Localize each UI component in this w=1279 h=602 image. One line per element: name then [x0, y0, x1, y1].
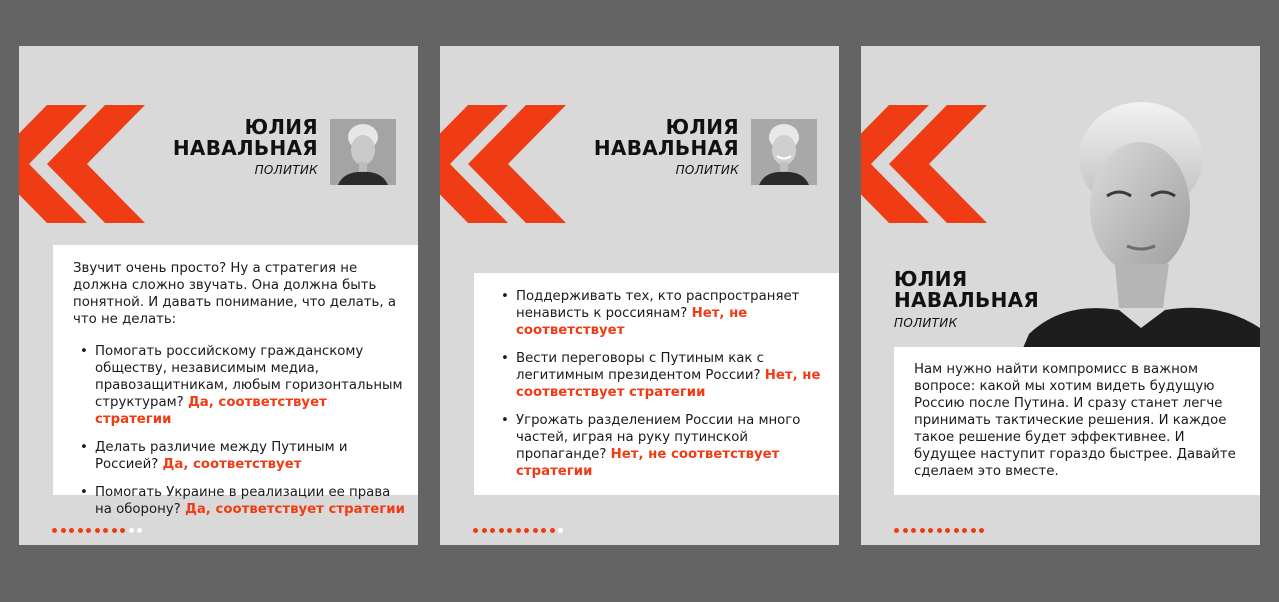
verdict-label: Да, соответствует стратегии — [95, 395, 327, 427]
list-item: • Вести переговоры с Путиным как с легитимным президентом России? Нет, не соответствует стратегии — [494, 350, 827, 401]
pagination-dot — [120, 528, 125, 533]
pagination-dot — [112, 528, 117, 533]
person-role: ПОЛИТИК — [894, 316, 958, 330]
pagination-dot — [69, 528, 74, 533]
pagination-dot — [86, 528, 91, 533]
person-name: ЮЛИЯ НАВАЛЬНАЯ — [894, 267, 1040, 312]
slide-card-2 — [440, 46, 839, 545]
text-panel — [894, 347, 1260, 495]
portrait-photo — [330, 119, 396, 185]
chevron-logo-icon — [861, 105, 989, 223]
verdict-label: Нет, не соответствует — [516, 306, 748, 338]
pagination-dot — [78, 528, 83, 533]
pagination-dot — [928, 528, 933, 533]
text-panel — [474, 273, 839, 495]
pagination-dot — [894, 528, 899, 533]
pagination-dot — [979, 528, 984, 533]
pagination-dot — [103, 528, 108, 533]
pagination-dot — [507, 528, 512, 533]
verdict-label: Да, соответствует — [162, 457, 302, 472]
list-item: • Помогать российскому гражданскому обществу, независимым медиа, правозащитникам, любым горизонтальным структурам? Да, соответствует стратегии — [73, 343, 406, 428]
pagination-dot — [516, 528, 521, 533]
list-item: • Помогать Украине в реализации ее права на оборону? Да, соответствует стратегии — [73, 484, 406, 518]
pagination-dots — [473, 528, 563, 533]
pagination-dot — [95, 528, 100, 533]
pagination-dot — [920, 528, 925, 533]
pagination-dot — [971, 528, 976, 533]
list-item: • Угрожать разделением России на много частей, играя на руку путинской пропаганде? Нет, не соответствует стратегии — [494, 412, 827, 480]
text-panel — [53, 245, 418, 517]
slide-card-1 — [19, 46, 418, 545]
intro-text: Звучит очень просто? Ну а стратегия не должна сложно звучать. Она должна быть понятной. И давать понимание, что делать, а что не делать: — [73, 261, 396, 327]
person-role: ПОЛИТИК — [675, 163, 739, 177]
pagination-dot — [482, 528, 487, 533]
list-item: • Поддерживать тех, кто распространяет ненависть к россиянам? Нет, не соответствует — [494, 288, 827, 339]
pagination-dot — [533, 528, 538, 533]
pagination-dot — [490, 528, 495, 533]
pagination-dots — [894, 528, 984, 533]
pagination-dot — [558, 528, 563, 533]
pagination-dot — [962, 528, 967, 533]
bullet-list — [494, 288, 827, 480]
portrait-photo — [751, 119, 817, 185]
person-name: ЮЛИЯ НАВАЛЬНАЯ — [593, 115, 739, 160]
portrait-photo-large — [1023, 96, 1260, 348]
pagination-dot — [954, 528, 959, 533]
verdict-label: Нет, не соответствует стратегии — [516, 447, 780, 479]
pagination-dot — [903, 528, 908, 533]
bullet-list — [73, 343, 406, 518]
pagination-dot — [550, 528, 555, 533]
pagination-dot — [137, 528, 142, 533]
chevron-logo-icon — [19, 105, 147, 223]
pagination-dot — [911, 528, 916, 533]
pagination-dots — [52, 528, 142, 533]
pagination-dot — [524, 528, 529, 533]
pagination-dot — [945, 528, 950, 533]
verdict-label: Да, соответствует стратегии — [184, 502, 405, 517]
body-text: Нам нужно найти компромисс в важном вопросе: какой мы хотим видеть будущую Россию после Путина. И сразу станет легче принимать тактические решения. И каждое такое решение будет эффективнее. И будущее наступит гораздо быстрее. Давайте сделаем это вместе. — [914, 362, 1236, 479]
pagination-dot — [541, 528, 546, 533]
chevron-logo-icon — [440, 105, 568, 223]
slide-card-3 — [861, 46, 1260, 545]
person-role: ПОЛИТИК — [254, 163, 318, 177]
pagination-dot — [473, 528, 478, 533]
list-item: • Делать различие между Путиным и Россией? Да, соответствует — [73, 439, 406, 473]
person-name: ЮЛИЯ НАВАЛЬНАЯ — [172, 115, 318, 160]
verdict-label: Нет, не соответствует стратегии — [516, 368, 821, 400]
pagination-dot — [61, 528, 66, 533]
pagination-dot — [129, 528, 134, 533]
pagination-dot — [52, 528, 57, 533]
pagination-dot — [499, 528, 504, 533]
pagination-dot — [937, 528, 942, 533]
